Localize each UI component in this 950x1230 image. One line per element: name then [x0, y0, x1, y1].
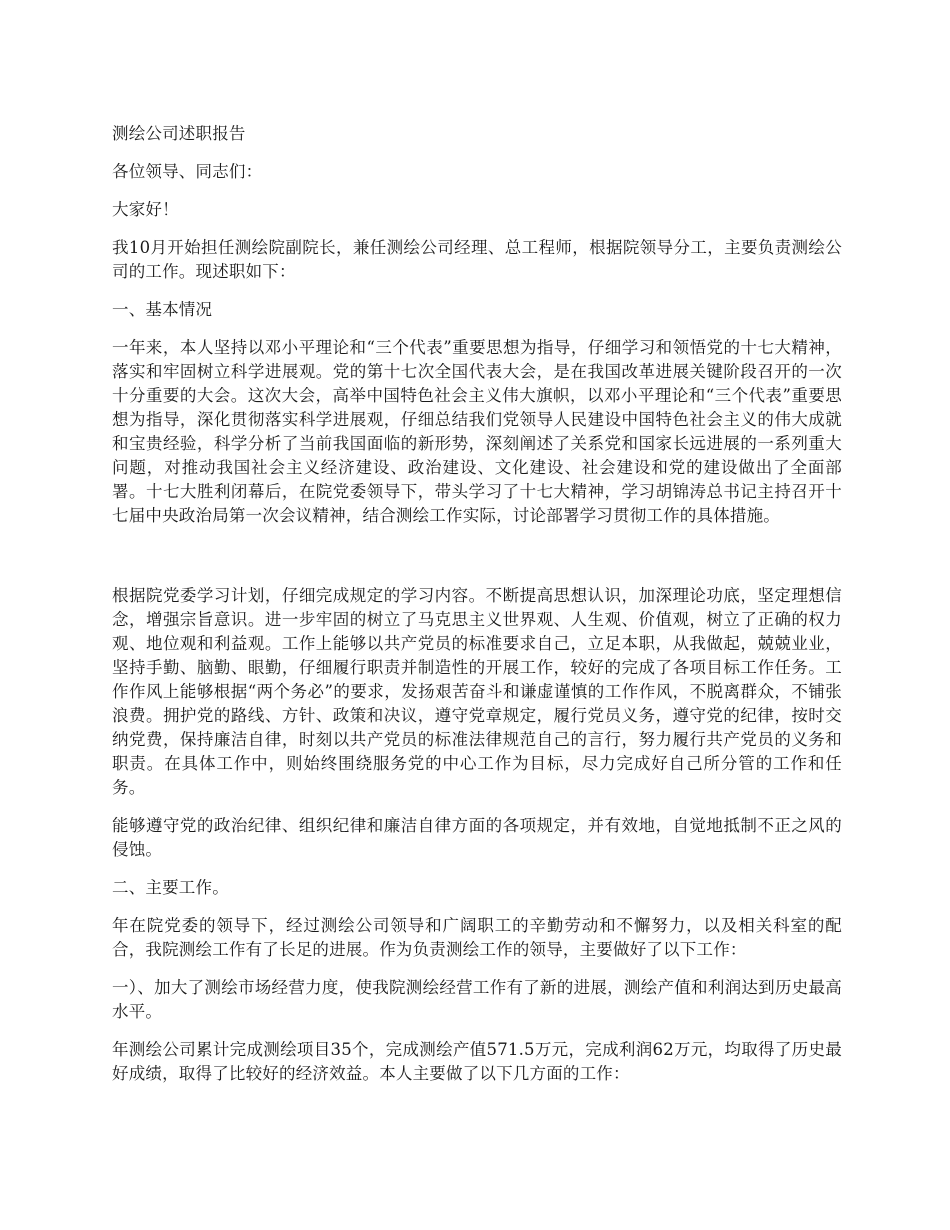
- paragraph-results: 年测绘公司累计完成测绘项目35个，完成测绘产值571.5万元，完成利润62万元，均取得了历史最好成绩，取得了比较好的经济效益。本人主要做了以下几方面的工作：: [112, 1040, 842, 1083]
- paragraph-study: 一年来，本人坚持以邓小平理论和“三个代表”重要思想为指导，仔细学习和领悟党的十七大精神，落实和牢固树立科学进展观。党的第十七次全国代表大会，是在我国改革进展关键阶段召开的一次十分重要的大会。这次大会，高举中国特色社会主义伟大旗帜，以邓小平理论和“三个代表”重要思想为指导，深化贯彻落实科学进展观，仔细总结我们党领导人民建设中国特色社会主义的伟大成就和宝贵经验，科学分析了当前我国面临的新形势，深刻阐述了关系党和国家长远进展的一系列重大问题，对推动我国社会主义经济建设、政治建设、文化建设、社会建设和党的建设做出了全面部署。十七大胜利闭幕后，在院党委领导下，带头学习了十七大精神，学习胡锦涛总书记主持召开十七届中央政治局第一次会议精神，结合测绘工作实际，讨论部署学习贯彻工作的具体措施。: [112, 338, 842, 525]
- paragraph-market: 一）、加大了测绘市场经营力度，使我院测绘经营工作有了新的进展，测绘产值和利润达到历史最高水平。: [112, 978, 842, 1021]
- salutation: 各位领导、同志们：: [112, 162, 263, 181]
- paragraph-progress: 年在院党委的领导下，经过测绘公司领导和广阔职工的辛勤劳动和不懈努力，以及相关科室的配合，我院测绘工作有了长足的进展。作为负责测绘工作的领导，主要做好了以下工作：: [112, 916, 842, 959]
- paragraph-discipline: 能够遵守党的政治纪律、组织纪律和廉洁自律方面的各项规定，并有效地，自觉地抵制不正之风的侵蚀。: [112, 816, 842, 859]
- document-title: 测绘公司述职报告: [112, 124, 246, 143]
- paragraph-intro: 我10月开始担任测绘院副院长，兼任测绘公司经理、总工程师，根据院领导分工，主要负责测绘公司的工作。现述职如下：: [112, 238, 842, 281]
- section-heading-work: 二、主要工作。: [112, 878, 229, 897]
- section-heading-basic: 一、基本情况: [112, 300, 213, 319]
- greeting: 大家好！: [112, 200, 179, 219]
- paragraph-plan: 根据院党委学习计划，仔细完成规定的学习内容。不断提高思想认识，加深理论功底，坚定理想信念，增强宗旨意识。进一步牢固的树立了马克思主义世界观、人生观、价值观，树立了正确的权力观、地位观和利益观。工作上能够以共产党员的标准要求自己，立足本职，从我做起，兢兢业业，坚持手勤、脑勤、眼勤，仔细履行职责并制造性的开展工作，较好的完成了各项目标工作任务。工作作风上能够根据“两个务必”的要求，发扬艰苦奋斗和谦虚谨慎的工作作风，不脱离群众，不铺张浪费。拥护党的路线、方针、政策和决议，遵守党章规定，履行党员义务，遵守党的纪律，按时交纳党费，保持廉洁自律，时刻以共产党员的标准法律规范自己的言行，努力履行共产党员的义务和职责。在具体工作中，则始终围绕服务党的中心工作为目标，尽力完成好自己所分管的工作和任务。: [112, 586, 842, 797]
- document-page: [112, 122, 842, 1100]
